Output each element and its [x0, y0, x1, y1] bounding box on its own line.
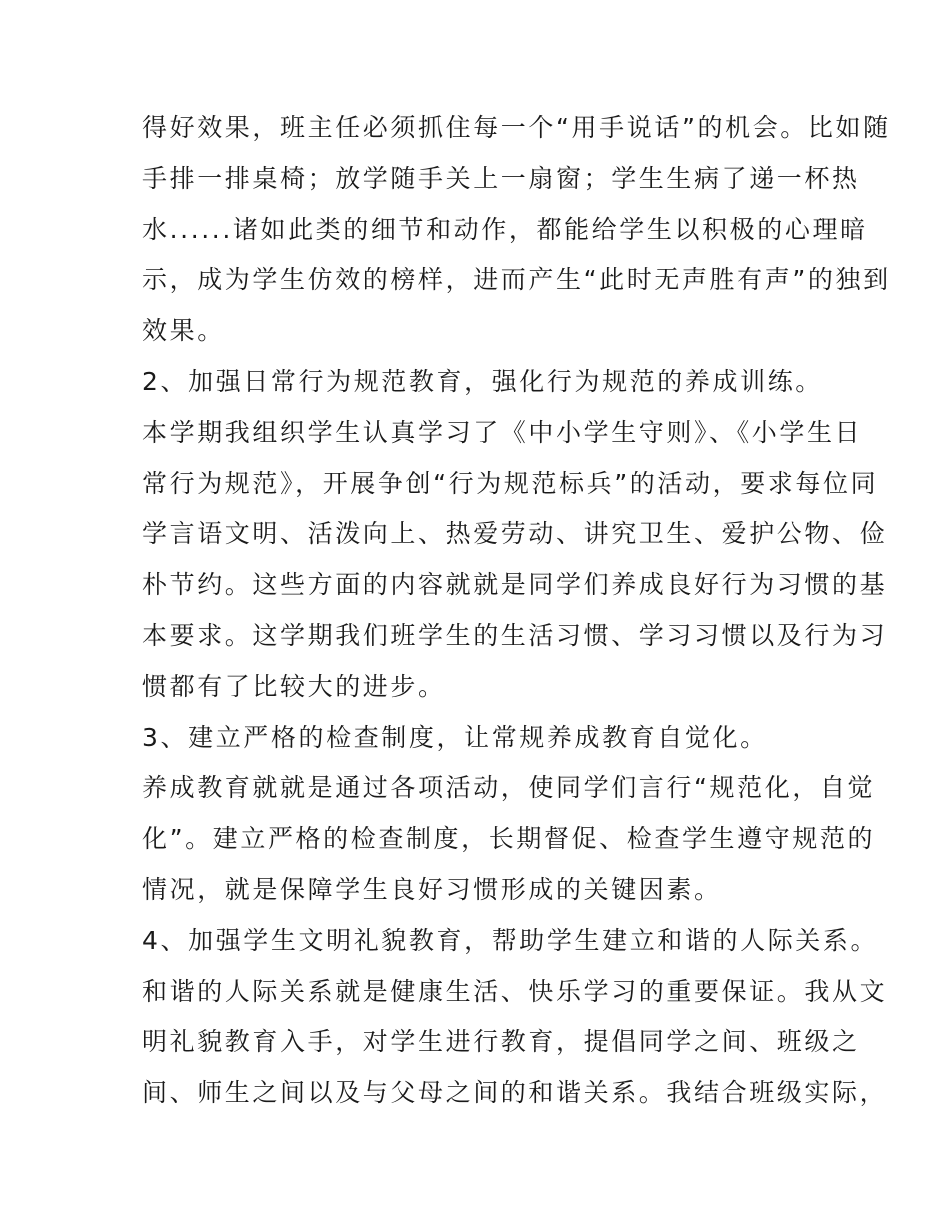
document-page	[142, 103, 891, 1119]
text-line: 水......诸如此类的细节和动作，都能给学生以积极的心理暗	[142, 214, 868, 244]
text-line: 情况，就是保障学生良好习惯形成的关键因素。	[142, 874, 722, 904]
text-line: 朴节约。这些方面的内容就就是同学们养成良好行为习惯的基	[142, 570, 888, 600]
section-heading: 3、建立严格的检查制度，让常规养成教育自觉化。	[142, 722, 768, 752]
section-heading: 2、加强日常行为规范教育，强化行为规范的养成训练。	[142, 366, 823, 396]
text-line: 常行为规范》，开展争创“行为规范标兵”的活动，要求每位同	[142, 468, 879, 498]
text-line: 本学期我组织学生认真学习了《中小学生守则》、《小学生日	[142, 417, 863, 447]
text-line: 养成教育就就是通过各项活动，使同学们言行“规范化，自觉	[142, 773, 876, 803]
text-line: 间、师生之间以及与父母之间的和谐关系。我结合班级实际，	[142, 1078, 888, 1108]
text-line: 明礼貌教育入手，对学生进行教育，提倡同学之间、班级之	[142, 1027, 860, 1057]
text-line: 学言语文明、活泼向上、热爱劳动、讲究卫生、爱护公物、俭	[142, 519, 888, 549]
text-line: 本要求。这学期我们班学生的生活习惯、学习习惯以及行为习	[142, 620, 888, 650]
text-line: 示，成为学生仿效的榜样，进而产生“此时无声胜有声”的独到	[142, 265, 891, 295]
text-line: 效果。	[142, 316, 225, 346]
text-line: 得好效果，班主任必须抓住每一个“用手说话”的机会。比如随	[142, 113, 891, 142]
section-heading: 4、加强学生文明礼貌教育，帮助学生建立和谐的人际关系。	[142, 925, 879, 955]
text-line: 手排一排桌椅；放学随手关上一扇窗；学生生病了递一杯热	[142, 163, 860, 193]
text-line: 和谐的人际关系就是健康生活、快乐学习的重要保证。我从文	[142, 976, 888, 1006]
text-line: 化”。建立严格的检查制度，长期督促、检查学生遵守规范的	[142, 824, 876, 854]
text-line: 惯都有了比较大的进步。	[142, 671, 446, 701]
